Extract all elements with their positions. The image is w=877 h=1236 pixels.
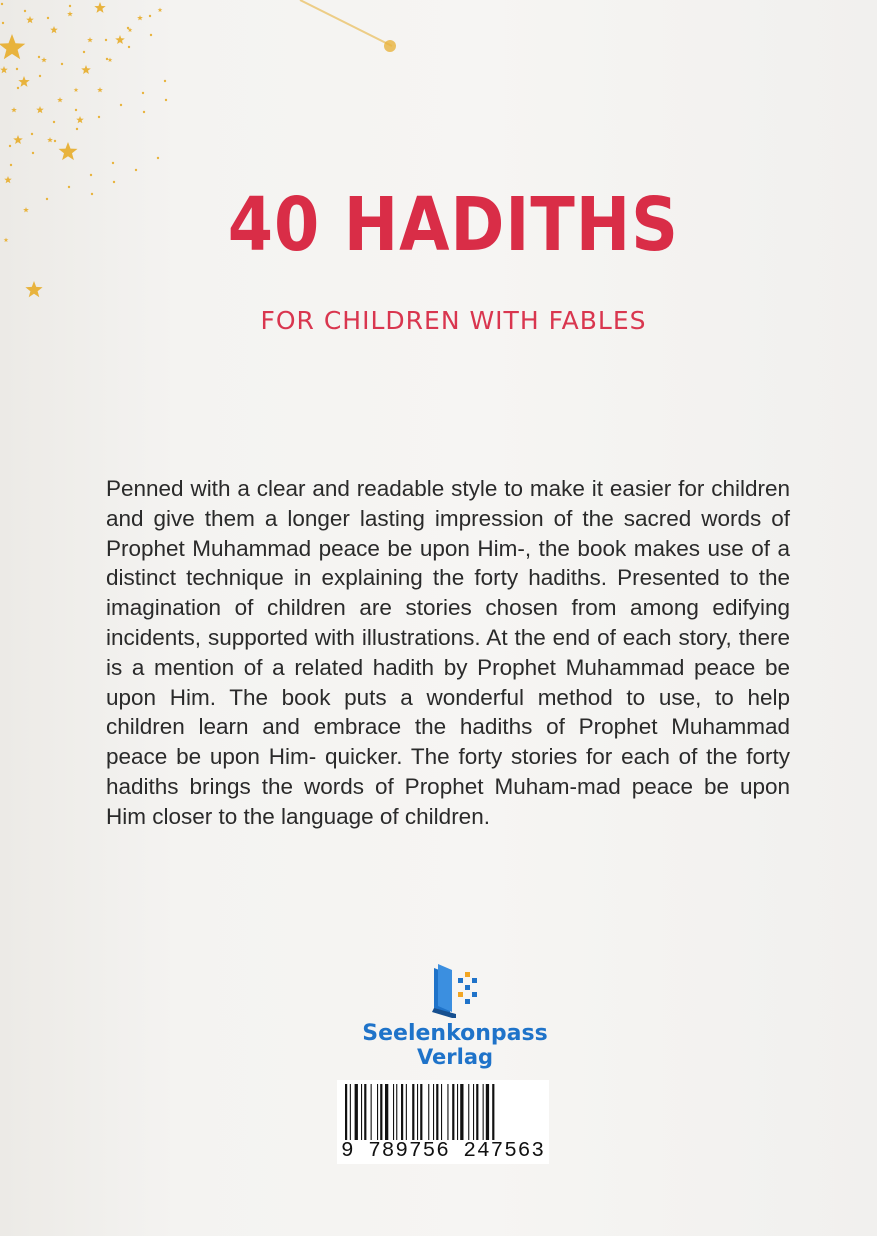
- book-pixel-logo-icon: [428, 962, 482, 1020]
- sparkle-dot: [75, 109, 77, 111]
- star-icon: [67, 11, 73, 16]
- barcode-bar: [436, 1084, 438, 1140]
- sparkle-dot: [38, 56, 40, 58]
- shooting-star-trail: [300, 0, 392, 46]
- shooting-star-head: [384, 40, 396, 52]
- sparkle-dot: [127, 27, 129, 29]
- barcode-bar: [483, 1084, 484, 1140]
- star-icon: [47, 137, 53, 142]
- star-icon: [108, 58, 113, 63]
- star-icon: [11, 107, 17, 112]
- barcode-bar: [473, 1084, 474, 1140]
- barcode-bars: [345, 1084, 541, 1140]
- publisher-city: Verlag: [416, 1045, 494, 1069]
- barcode-bar: [433, 1084, 434, 1140]
- sparkle-dot: [149, 15, 151, 17]
- sparkle-dot: [76, 128, 78, 130]
- sparkle-dot: [31, 133, 33, 135]
- sparkle-dot: [106, 58, 108, 60]
- sparkle-dot: [69, 5, 71, 7]
- sparkle-dot: [84, 70, 86, 72]
- sparkle-dot: [164, 80, 166, 82]
- sparkle-dot: [47, 17, 49, 19]
- sparkle-dot: [39, 75, 41, 77]
- publisher-block: [340, 962, 570, 1082]
- sparkle-dot: [120, 104, 122, 106]
- star-icon: [13, 135, 23, 144]
- barcode-bar: [441, 1084, 442, 1140]
- star-icon: [74, 88, 79, 93]
- sparkle-dot: [112, 162, 114, 164]
- sparkle-dot: [83, 51, 85, 53]
- book-title: 40 HADITHS: [227, 182, 679, 268]
- sparkle-dot: [10, 164, 12, 166]
- barcode-bar: [486, 1084, 489, 1140]
- sparkle-dot: [135, 169, 137, 171]
- star-icon: [57, 97, 63, 102]
- barcode-bar: [468, 1084, 469, 1140]
- sparkle-dot: [9, 145, 11, 147]
- star-icon: [23, 207, 29, 212]
- sparkle-dot: [143, 111, 145, 113]
- sparkles-decoration: [0, 0, 420, 320]
- barcode-bar: [420, 1084, 422, 1140]
- barcode-bar: [371, 1084, 372, 1140]
- star-icon: [158, 8, 163, 13]
- barcode-bar: [401, 1084, 403, 1140]
- sparkle-dot: [142, 92, 144, 94]
- barcode-bar: [417, 1084, 418, 1140]
- star-icon: [41, 57, 47, 62]
- book-subtitle: FOR CHILDREN WITH FABLES: [260, 306, 647, 335]
- sparkle-dot: [98, 116, 100, 118]
- barcode-bar: [350, 1084, 351, 1140]
- barcode-bar: [406, 1084, 407, 1140]
- sparkle-dot: [53, 121, 55, 123]
- sparkle-dot: [165, 99, 167, 101]
- star-icon: [25, 281, 42, 297]
- isbn-number: 9 789756 247563: [340, 1140, 546, 1163]
- star-icon: [59, 142, 78, 160]
- star-icon: [36, 106, 44, 113]
- sparkle-dot: [90, 174, 92, 176]
- barcode-bar: [385, 1084, 388, 1140]
- star-icon: [26, 16, 34, 23]
- barcode-bar: [355, 1084, 358, 1140]
- star-icon: [0, 66, 8, 73]
- star-icon: [87, 37, 93, 42]
- sparkle-dot: [1, 3, 3, 5]
- sparkle-dot: [2, 22, 4, 24]
- sparkle-dot: [32, 152, 34, 154]
- star-icon: [137, 15, 143, 20]
- star-icon: [115, 35, 125, 44]
- sparkle-dot: [113, 181, 115, 183]
- star-icon: [4, 176, 12, 183]
- sparkle-dot: [150, 34, 152, 36]
- sparkle-dot: [46, 198, 48, 200]
- barcode-bar: [460, 1084, 463, 1140]
- sparkle-dot: [17, 87, 19, 89]
- star-icon: [18, 76, 29, 87]
- barcode-bar: [457, 1084, 458, 1140]
- isbn-barcode: [337, 1080, 549, 1164]
- sparkle-dot: [128, 46, 130, 48]
- sparkle-dot: [105, 39, 107, 41]
- barcode-bar: [447, 1084, 448, 1140]
- sparkle-dot: [16, 68, 18, 70]
- publisher-name: Seelenkonpass: [362, 1021, 548, 1046]
- barcode-bar: [476, 1084, 478, 1140]
- barcode-bar: [364, 1084, 366, 1140]
- star-icon: [97, 87, 103, 92]
- star-icon: [81, 65, 91, 74]
- barcode-bar: [492, 1084, 494, 1140]
- barcode-bar: [361, 1084, 362, 1140]
- star-icon: [94, 2, 105, 13]
- star-icon: [76, 116, 84, 123]
- sparkle-dot: [157, 157, 159, 159]
- star-icon: [0, 34, 25, 59]
- sparkle-dot: [61, 63, 63, 65]
- star-icon: [50, 26, 58, 33]
- barcode-bar: [380, 1084, 382, 1140]
- barcode-bar: [452, 1084, 454, 1140]
- sparkle-dot: [54, 140, 56, 142]
- barcode-bar: [428, 1084, 429, 1140]
- star-icon: [4, 238, 9, 243]
- barcode-bar: [412, 1084, 414, 1140]
- book-description: Penned with a clear and readable style to make it easier for children and give them a longer lasting impression of the sacred words of Prophet Muhammad peace be upon Him-, the book makes use of a distinct technique in explaining the forty hadiths. Presented to the imagination of children are stories chosen from among edifying incidents, supported with illustrations. At the end of each story, there is a mention of a related hadith by Prophet Muhammad peace be upon Him. The book puts a wonderful method to use, to help children learn and embrace the hadiths of Prophet Muhammad peace be upon Him- quicker. The forty stories for each of the forty hadiths brings the words of Prophet Muham-mad peace be upon Him closer to the language of children.: [106, 476, 790, 829]
- barcode-bar: [396, 1084, 397, 1140]
- barcode-bar: [393, 1084, 394, 1140]
- barcode-bar: [377, 1084, 378, 1140]
- sparkle-dot: [24, 10, 26, 12]
- barcode-bar: [345, 1084, 347, 1140]
